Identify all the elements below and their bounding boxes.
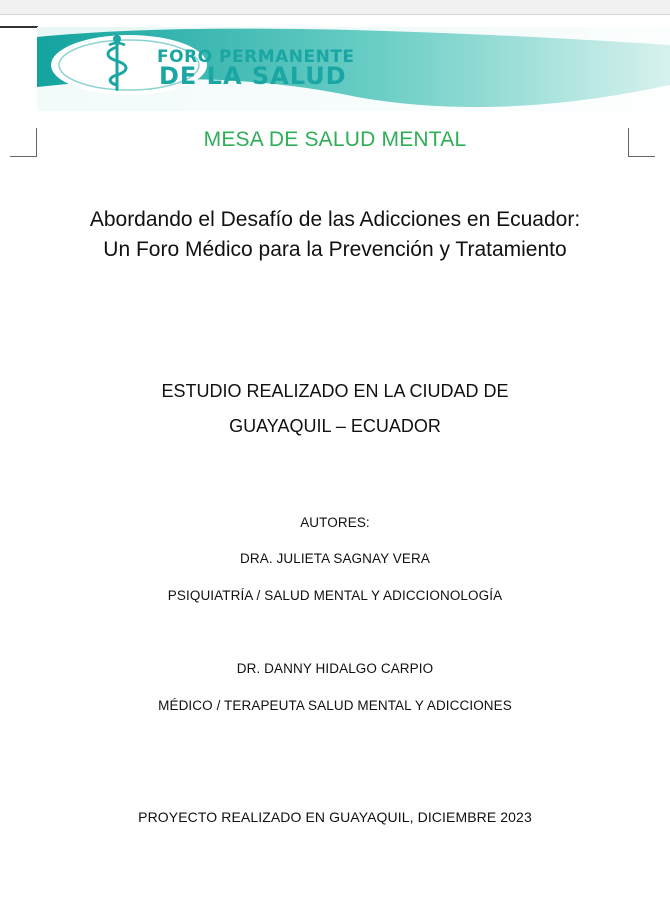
author-name: DRA. JULIETA SAGNAY VERA [240,551,430,566]
author-role: MÉDICO / TERAPEUTA SALUD MENTAL Y ADICCIONES [158,698,512,713]
caduceus-icon [103,33,131,93]
logo-line-1: FORO PERMANENTE [157,47,355,67]
banner-graphic [37,27,670,111]
page-edge-line [0,26,38,28]
study-location-line-1: ESTUDIO REALIZADO EN LA CIUDAD DE [161,381,509,401]
logo-line-2: DE LA SALUD [159,62,347,90]
study-location-line-2: GUAYAQUIL – ECUADOR [229,416,441,436]
header-banner [37,27,670,111]
document-title-line-2: Un Foro Médico para la Prevención y Tratamiento [103,238,567,261]
section-title: MESA DE SALUD MENTAL [203,128,467,151]
document-title-line-1: Abordando el Desafío de las Adicciones en Ecuador: [89,208,581,231]
project-note: PROYECTO REALIZADO EN GUAYAQUIL, DICIEMBRE 2023 [138,809,532,825]
viewer-top-bar [0,0,670,15]
author-role: PSIQUIATRÍA / SALUD MENTAL Y ADICCIONOLOGÍA [167,588,503,603]
authors-label: AUTORES: [300,515,370,530]
author-name: DR. DANNY HIDALGO CARPIO [236,661,434,676]
